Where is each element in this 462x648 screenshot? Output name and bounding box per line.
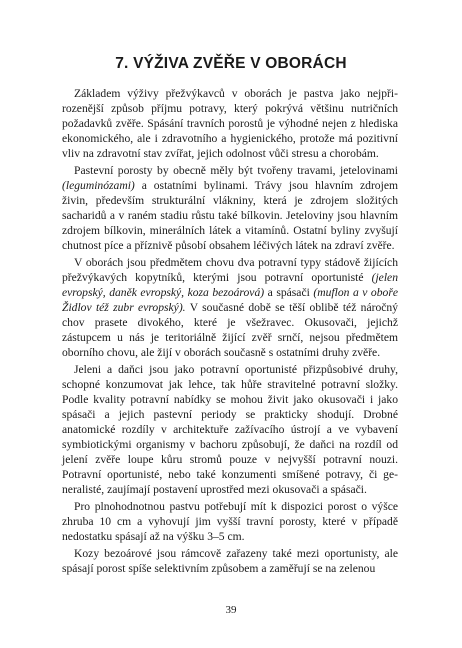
- body-paragraph: [62, 255, 398, 360]
- paragraph-text: Základem výživy přežvýkavců v oborách je pastva jako nejpřirozenější způsob příjmu potravy, který pokrývá většinu nutričních požadavků zvěře. Spásání travních porostů je výhodné nejen z hlediska ekonomického, ale i zdravotního a hygienického, protože má pozitivní vliv na zdravotní stav zvířat, jejich odolnost vůči stresu a chorobám.: [62, 87, 398, 160]
- chapter-title: 7. VÝŽIVA ZVĚŘE V OBORÁCH: [115, 55, 347, 72]
- italic-text: (muflon a v oboře Židlov též zubr evropský).: [62, 286, 398, 314]
- paragraph-text: Jeleni a daňci jsou jako potravní oportunisté přizpůsobivé druhy, schopné konzumovat jak lehce, tak hůře stravitelné potravní složky. Podle kvality potravní nabídky se mohou živit jako okusovači i jako spásači a jejich pastevní periody se prakticky shodují. Drobné anatomické rozdíly v architektuře zažívacího ústrojí a ve vybavení symbiotickými organismy v bachoru způsobují, že daňci na rozdíl od jelení zvěře loupe kůru stromů pouze v nejvyšší potravní nouzi. Potravní oportunisté, nebo také konzumenti smíšené potravy, či generalisté, zaujímají postavení uprostřed mezi okusovači a spásači.: [62, 363, 398, 496]
- page-number: 39: [225, 604, 237, 616]
- paragraph-text: Kozy bezoárové jsou rámcově zařazeny také mezi oportunisty, ale spásají porost spíše selektivním způsobem a zaměřují se na zelenou: [62, 547, 398, 575]
- body-paragraph: [62, 499, 398, 544]
- paragraph-text: Pastevní porosty by obecně měly být tvořeny travami, jetelovinami: [74, 164, 398, 177]
- paragraph-text: Pro plnohodnotnou pastvu potřebují mít k dispozici porost o výšce zhruba 10 cm a vyhovují jim vyšší travní porosty, které v případě nedostatku spásají až na výšku 3–5 cm.: [62, 500, 398, 543]
- body-paragraph: [62, 86, 398, 161]
- body-paragraph: [62, 362, 398, 497]
- italic-text: (jelen evropský, daněk evropský, koza bezoárová): [62, 271, 398, 299]
- paragraph-text: V oborách jsou předmětem chovu dva potravní typy stádově žijících přežvýkavých kopytníků, kterými jsou potravní oportunisté: [62, 256, 398, 284]
- body-paragraph: [62, 163, 398, 253]
- chapter-body: [62, 86, 398, 578]
- italic-text: (leguminózami): [62, 179, 135, 192]
- body-paragraph: [62, 546, 398, 576]
- paragraph-text: a spásači: [264, 286, 314, 299]
- paragraph-text: V současné době se těší oblibě též náročný chov prasete divokého, které je všežravec. Okusovači, jejichž zástupcem u nás je teritoriálně žijící zvěř srnčí, nejsou předmětem oborního chovu, ale žijí v oborách současně s ostatními druhy zvěře.: [62, 301, 398, 359]
- paragraph-text: a ostatními bylinami. Trávy jsou hlavním zdrojem živin, především strukturální vlákniny, která je zdrojem složitých sacharidů a v raném stadiu růstu také bílkovin. Jeteloviny jsou hlavním zdrojem bílkovin, minerálních látek a vitamínů. Ostatní byliny zvyšují chutnost píce a příznivě působí obsahem léčivých látek na zdraví zvěře.: [62, 179, 398, 252]
